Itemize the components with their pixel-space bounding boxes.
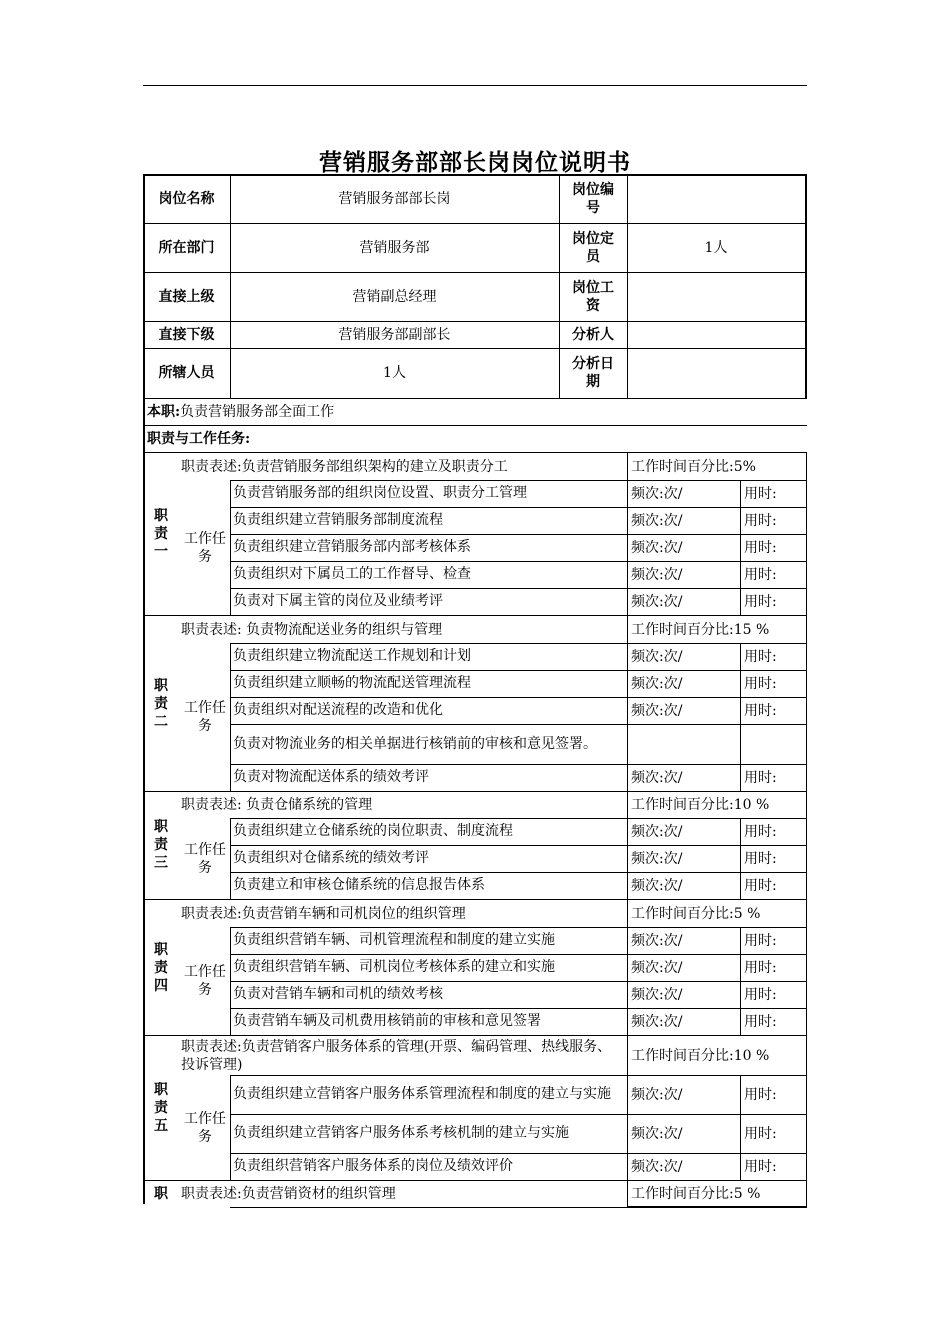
task-text: 负责组织建立营销服务部内部考核体系 — [233, 539, 471, 555]
value-direct-subordinate: 营销服务部副部长 — [338, 326, 451, 343]
value-department: 营销服务部 — [359, 239, 430, 256]
label-staff-count: 所辖人员 — [158, 365, 215, 381]
task-frequency: 频次:次/ — [631, 593, 683, 610]
task-time: 用时: — [744, 986, 777, 1003]
task-time: 用时: — [744, 877, 777, 894]
main-duty-label: 本职: — [147, 404, 181, 420]
task-text: 负责组织建立顺畅的物流配送管理流程 — [233, 675, 471, 691]
task-frequency: 频次:次/ — [631, 769, 683, 786]
task-text: 负责建立和审核仓储系统的信息报告体系 — [233, 877, 485, 893]
task-frequency: 频次:次/ — [631, 1086, 683, 1103]
value-direct-superior: 营销副总经理 — [352, 288, 437, 305]
task-time: 用时: — [744, 566, 777, 583]
value-position-code — [627, 174, 805, 223]
label-position-code: 岗位编号 — [572, 181, 614, 216]
duty-description: 职责表述:负责营销客户服务体系的管理(开票、编码管理、热线服务、投诉管理) — [181, 1038, 612, 1073]
label-department: 所在部门 — [158, 239, 215, 256]
task-label: 工作任务 — [184, 700, 226, 734]
task-time: 用时: — [744, 850, 777, 867]
value-position-name: 营销服务部部长岗 — [338, 190, 451, 207]
duty-name: 职责二 — [154, 677, 168, 730]
value-analysis-date — [627, 348, 805, 398]
label-headcount: 岗位定员 — [572, 230, 614, 265]
task-time: 用时: — [744, 1158, 777, 1175]
task-frequency: 频次:次/ — [631, 1013, 683, 1030]
main-duty-row — [147, 399, 747, 425]
duty-name: 职责五 — [154, 1082, 168, 1134]
task-text: 负责组织对下属员工的工作督导、检查 — [233, 566, 471, 582]
task-text: 负责组织对仓储系统的绩效考评 — [233, 850, 429, 866]
task-text: 负责对下属主管的岗位及业绩考评 — [233, 593, 443, 609]
label-position-name: 岗位名称 — [158, 190, 215, 207]
duty-description: 职责表述:负责营销资材的组织管理 — [181, 1185, 396, 1202]
duty-time-percent: 工作时间百分比:5 % — [631, 1185, 761, 1202]
section-title: 职责与工作任务: — [147, 431, 251, 447]
task-text: 负责组织建立营销服务部制度流程 — [233, 512, 443, 528]
col-line — [740, 818, 741, 899]
task-frequency: 频次:次/ — [631, 512, 683, 529]
task-text: 负责营销车辆及司机费用核销前的审核和意见签署 — [233, 1013, 541, 1029]
label-salary: 岗位工资 — [572, 279, 614, 314]
duty-description: 职责表述: 负责物流配送业务的组织与管理 — [181, 621, 443, 638]
task-label: 工作任务 — [184, 841, 226, 876]
task-time: 用时: — [744, 539, 777, 556]
col-line — [627, 900, 628, 1035]
table-right-border — [805, 174, 807, 398]
task-frequency: 频次:次/ — [631, 877, 683, 894]
task-time: 用时: — [744, 512, 777, 529]
header-rule — [143, 85, 807, 86]
duty-description: 职责表述:负责营销服务部组织架构的建立及职责分工 — [181, 458, 508, 475]
label-direct-superior: 直接上级 — [158, 288, 215, 305]
main-duty-text: 负责营销服务部全面工作 — [180, 404, 335, 420]
task-time: 用时: — [744, 648, 777, 665]
col-line — [627, 1180, 628, 1207]
task-label: 工作任务 — [184, 1110, 226, 1145]
duty-name: 职 — [154, 1186, 168, 1202]
task-text: 负责组织建立营销客户服务体系考核机制的建立与实施 — [233, 1125, 569, 1141]
task-text: 负责对物流业务的相关单据进行核销前的审核和意见签署。 — [233, 735, 597, 752]
job-description-table — [143, 174, 807, 1204]
value-staff-count: 1人 — [383, 365, 406, 381]
value-salary — [627, 272, 805, 321]
task-text: 负责组织建立物流配送工作规划和计划 — [233, 648, 471, 664]
task-time: 用时: — [744, 823, 777, 840]
task-time: 用时: — [744, 769, 777, 786]
task-text: 负责组织建立仓储系统的岗位职责、制度流程 — [233, 823, 513, 839]
task-time: 用时: — [744, 1086, 777, 1103]
task-frequency: 频次:次/ — [631, 986, 683, 1003]
task-text: 负责组织建立营销客户服务体系管理流程和制度的建立与实施 — [233, 1086, 611, 1102]
task-time: 用时: — [744, 932, 777, 949]
page-title: 营销服务部部长岗岗位说明书 — [319, 150, 631, 176]
col-line — [230, 480, 231, 615]
task-frequency: 频次:次/ — [631, 675, 683, 692]
task-frequency: 频次:次/ — [631, 932, 683, 949]
col-line — [806, 1036, 807, 1180]
task-time: 用时: — [744, 593, 777, 610]
task-frequency: 频次:次/ — [631, 539, 683, 556]
value-headcount: 1人 — [704, 239, 728, 256]
row-line — [627, 1206, 807, 1207]
duty-name: 职责三 — [154, 819, 168, 871]
task-text: 负责组织对配送流程的改造和优化 — [233, 702, 443, 718]
col-line — [740, 1075, 741, 1180]
task-text: 负责组织营销车辆、司机岗位考核体系的建立和实施 — [233, 959, 555, 975]
col-line — [230, 1075, 231, 1180]
task-time: 用时: — [744, 485, 777, 502]
duty-name: 职责一 — [154, 508, 168, 560]
task-time: 用时: — [744, 959, 777, 976]
label-direct-subordinate: 直接下级 — [158, 326, 215, 343]
task-label: 工作任务 — [184, 964, 226, 998]
col-line — [230, 818, 231, 899]
duty-time-percent: 工作时间百分比:10 % — [631, 1047, 770, 1064]
col-line — [627, 1036, 628, 1180]
task-time: 用时: — [744, 675, 777, 692]
task-text: 负责对营销车辆和司机的绩效考核 — [233, 986, 443, 1002]
task-time: 用时: — [744, 1125, 777, 1142]
task-text: 负责组织营销车辆、司机管理流程和制度的建立实施 — [233, 932, 555, 948]
duty-time-percent: 工作时间百分比:5% — [631, 458, 756, 475]
task-frequency: 频次:次/ — [631, 1125, 683, 1142]
task-text: 负责营销服务部的组织岗位设置、职责分工管理 — [233, 485, 527, 501]
col-line — [559, 174, 560, 398]
duty-name: 职责四 — [154, 941, 168, 994]
task-frequency: 频次:次/ — [631, 850, 683, 867]
duty-time-percent: 工作时间百分比:15 % — [631, 621, 770, 638]
task-frequency: 频次:次/ — [631, 702, 683, 719]
task-text: 负责组织营销客户服务体系的岗位及绩效评价 — [233, 1158, 513, 1174]
duty-time-percent: 工作时间百分比:10 % — [631, 796, 770, 813]
duty-description: 职责表述:负责营销车辆和司机岗位的组织管理 — [181, 905, 466, 922]
col-line — [740, 480, 741, 615]
row-line — [230, 1207, 807, 1208]
duty-time-percent: 工作时间百分比:5 % — [631, 905, 761, 922]
task-frequency: 频次:次/ — [631, 1158, 683, 1175]
task-frequency: 频次:次/ — [631, 566, 683, 583]
task-label: 工作任务 — [184, 530, 226, 565]
task-text: 负责对物流配送体系的绩效考评 — [233, 769, 429, 785]
col-line — [806, 1180, 807, 1207]
value-analyst — [627, 321, 805, 348]
task-frequency: 频次:次/ — [631, 485, 683, 502]
col-line — [740, 643, 741, 791]
task-time: 用时: — [744, 702, 777, 719]
col-line — [806, 900, 807, 1035]
task-frequency: 频次:次/ — [631, 648, 683, 665]
duty-description: 职责表述: 负责仓储系统的管理 — [181, 796, 373, 813]
label-analyst: 分析人 — [572, 326, 614, 343]
task-time: 用时: — [744, 1013, 777, 1030]
col-line — [230, 643, 231, 791]
task-frequency: 频次:次/ — [631, 823, 683, 840]
label-analysis-date: 分析日期 — [572, 356, 614, 390]
task-frequency: 频次:次/ — [631, 959, 683, 976]
